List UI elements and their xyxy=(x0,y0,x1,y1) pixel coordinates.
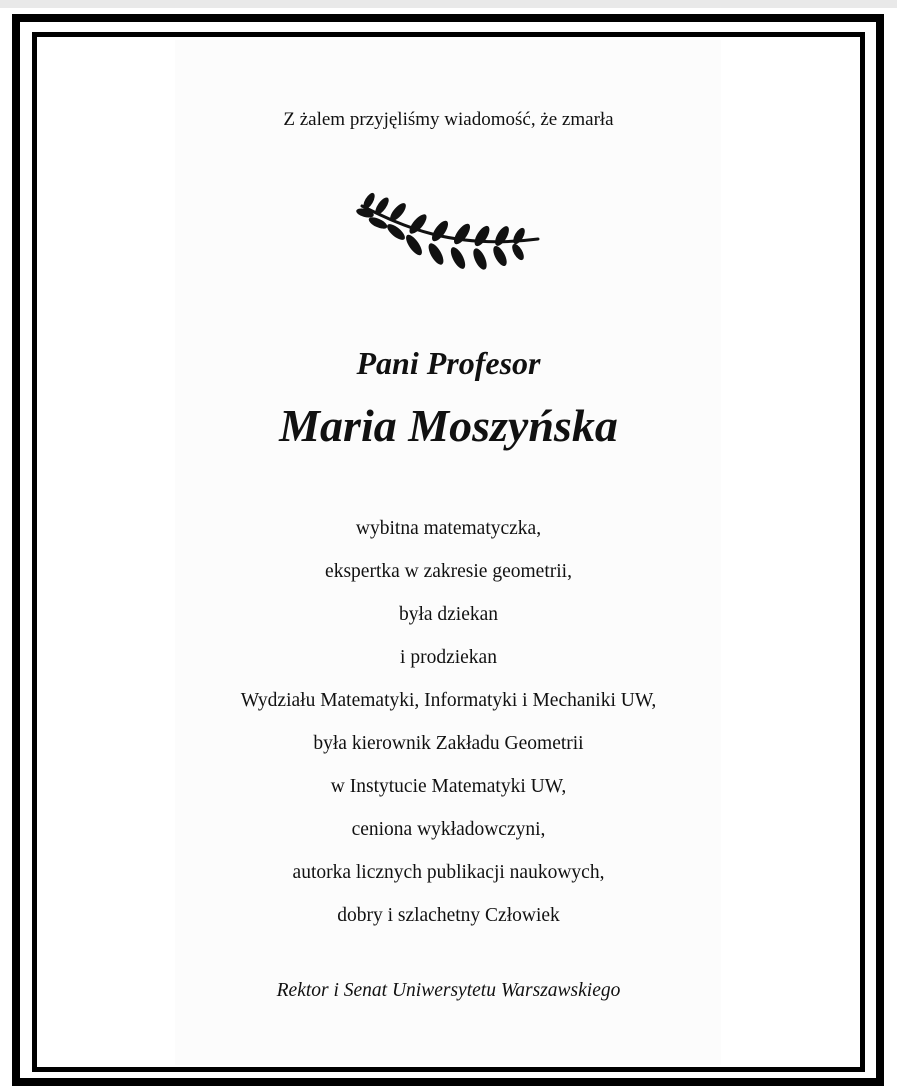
description-block xyxy=(0,507,897,937)
laurel-branch-icon xyxy=(352,186,542,282)
description-line: dobry i szlachetny Człowiek xyxy=(337,905,560,926)
deceased-name: Maria Moszyńska xyxy=(279,400,618,451)
description-line: była dziekan xyxy=(398,604,499,625)
honorific-title: Pani Profesor xyxy=(356,345,541,381)
description-line: Wydziału Matematyki, Informatyki i Mechaniki UW, xyxy=(240,690,657,711)
description-line: była kierownik Zakładu Geometrii xyxy=(313,733,584,754)
intro-text: Z żalem przyjęliśmy wiadomość, że zmarła xyxy=(283,109,614,130)
description-line: i prodziekan xyxy=(400,647,497,668)
top-strip xyxy=(0,0,897,8)
description-line: ekspertka w zakresie geometrii, xyxy=(325,561,572,582)
description-line: w Instytucie Matematyki UW, xyxy=(330,776,567,797)
description-line: autorka licznych publikacji naukowych, xyxy=(292,862,605,883)
description-line: ceniona wykładowczyni, xyxy=(351,819,546,840)
description-line: wybitna matematyczka, xyxy=(355,518,542,539)
signature-text: Rektor i Senat Uniwersytetu Warszawskiego xyxy=(276,980,621,1001)
